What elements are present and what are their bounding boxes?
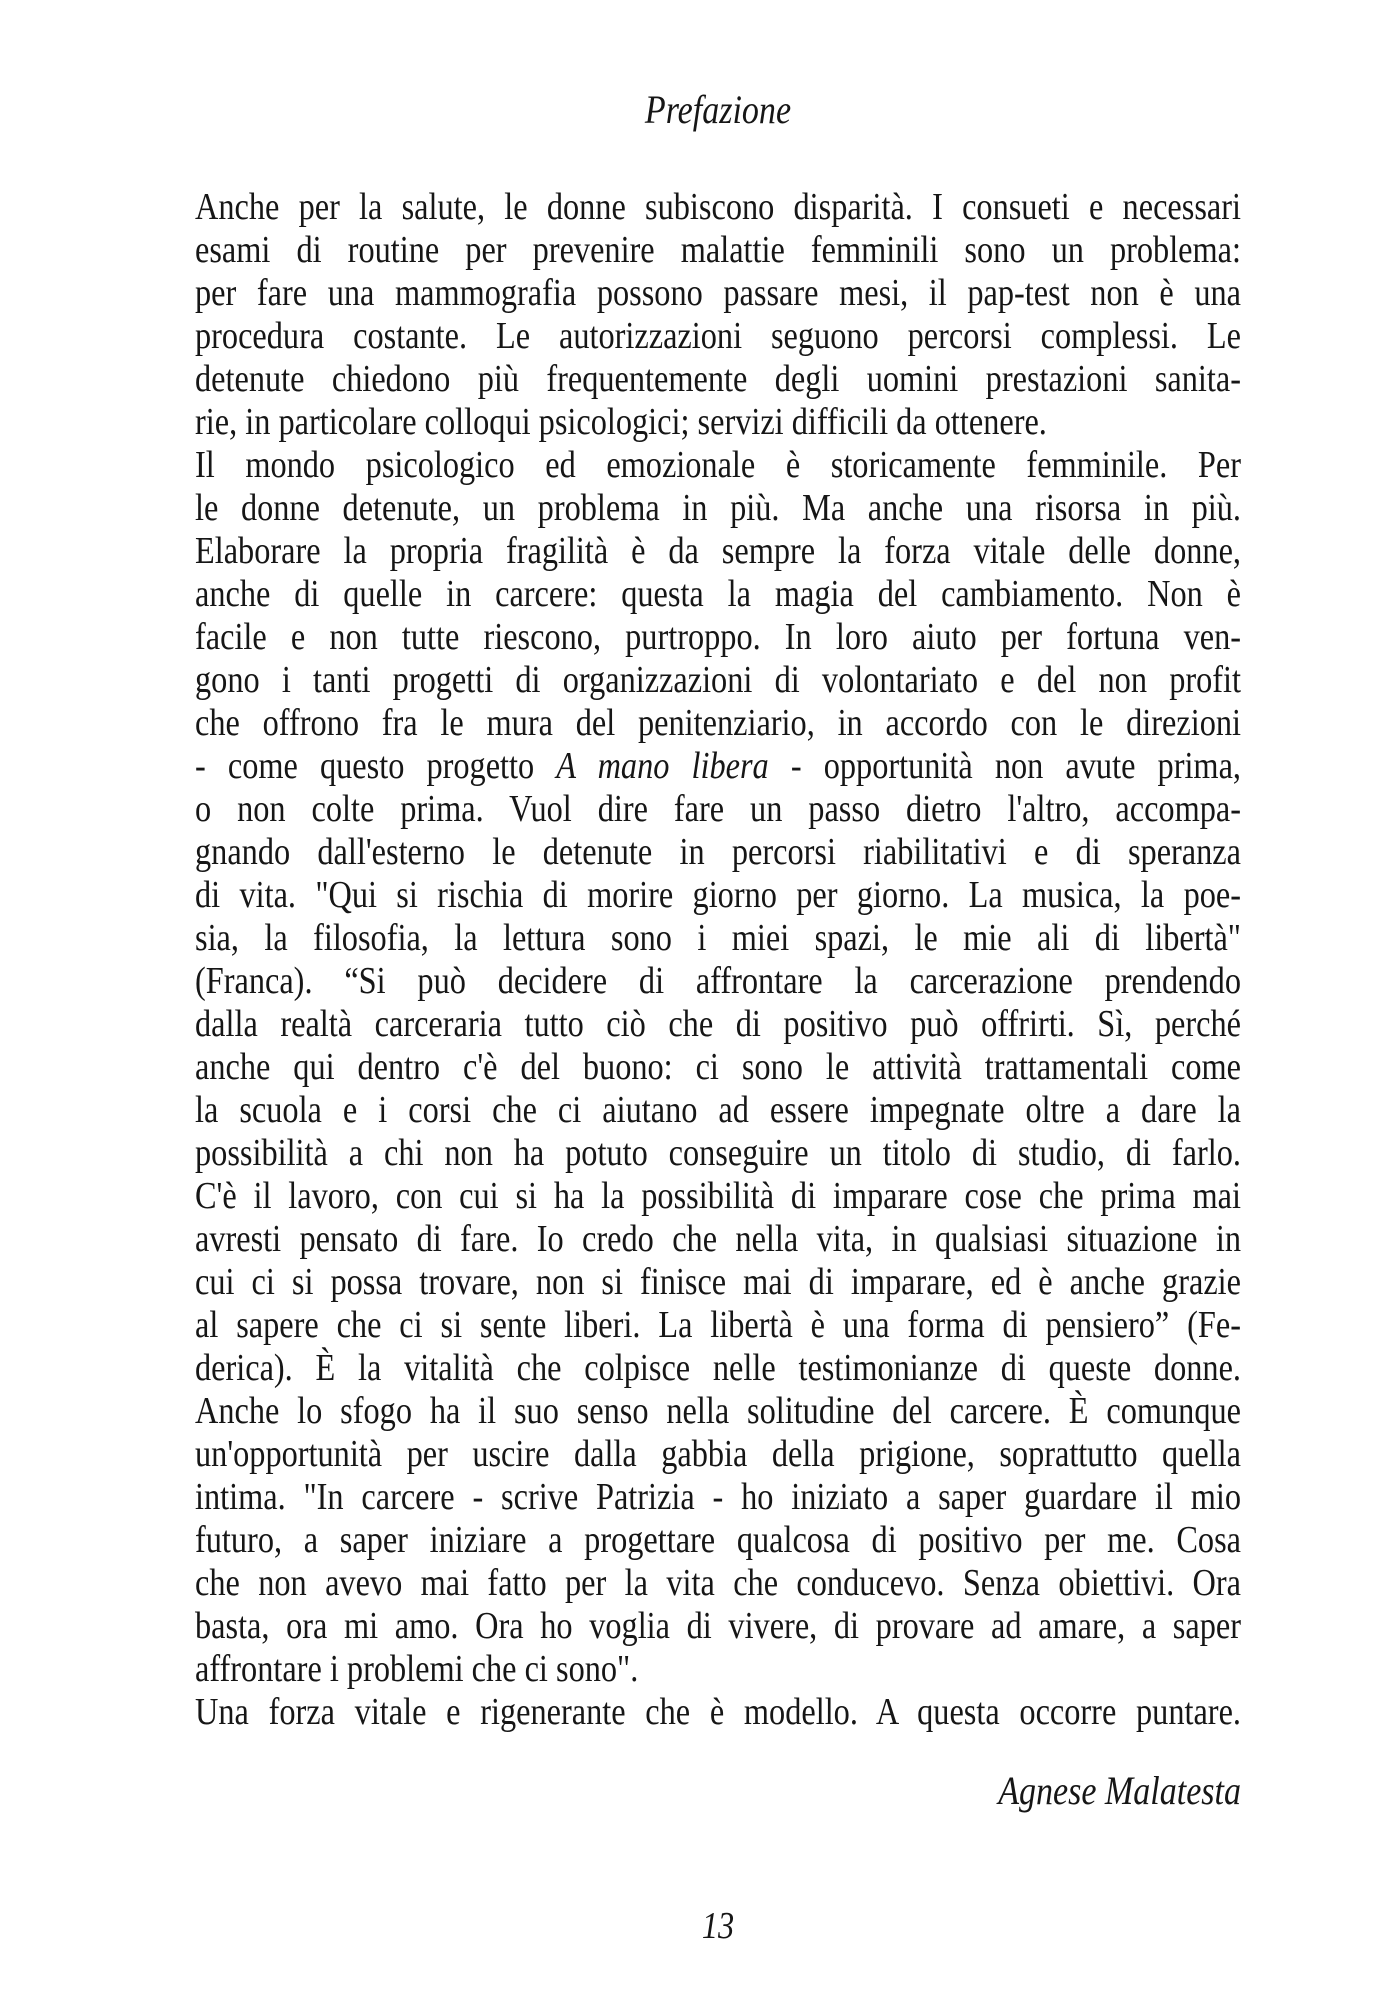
text-line	[195, 186, 1241, 229]
italicized-project-name: A mano libera	[556, 745, 769, 787]
text-line-content: derica). È la vitalità che colpisce nelle testimonianze di queste donne.	[195, 1347, 1241, 1389]
text-line	[195, 444, 1241, 487]
text-line-content: di vita. "Qui si rischia di morire giorno per giorno. La musica, la poe-	[195, 874, 1241, 916]
text-line-content: un'opportunità per uscire dalla gabbia della prigione, soprattutto quella	[195, 1433, 1241, 1475]
text-line	[195, 1218, 1241, 1261]
text-line	[195, 874, 1241, 917]
text-line	[195, 401, 1241, 444]
text-line-content: anche qui dentro c'è del buono: ci sono le attività trattamentali come	[195, 1046, 1241, 1088]
text-line-content: avresti pensato di fare. Io credo che nella vita, in qualsiasi situazione in	[195, 1218, 1241, 1260]
text-line	[195, 1046, 1241, 1089]
text-line-content: - opportunità non avute prima,	[768, 745, 1241, 787]
text-line	[195, 1605, 1241, 1648]
text-line	[195, 487, 1241, 530]
text-line	[195, 229, 1241, 272]
text-line	[195, 917, 1241, 960]
text-line	[195, 1476, 1241, 1519]
text-line-content: Anche per la salute, le donne subiscono disparità. I consueti e necessari	[195, 186, 1241, 228]
text-line	[195, 702, 1241, 745]
text-line-content: intima. "In carcere - scrive Patrizia - ho iniziato a saper guardare il mio	[195, 1476, 1241, 1518]
text-line	[195, 659, 1241, 702]
text-line	[195, 1132, 1241, 1175]
author-signature: Agnese Malatesta	[998, 1768, 1241, 1813]
text-line-content: detenute chiedono più frequentemente degli uomini prestazioni sanita-	[195, 358, 1241, 400]
text-line-content: - come questo progetto	[195, 745, 557, 787]
text-line	[195, 358, 1241, 401]
text-line	[195, 1691, 1241, 1734]
text-line	[195, 745, 1241, 788]
text-line	[195, 1089, 1241, 1132]
text-line	[195, 1433, 1241, 1476]
text-line	[195, 1003, 1241, 1046]
text-line	[195, 1304, 1241, 1347]
text-line-content: basta, ora mi amo. Ora ho voglia di vivere, di provare ad amare, a saper	[195, 1605, 1241, 1647]
text-line-content: gnando dall'esterno le detenute in percorsi riabilitativi e di speranza	[195, 831, 1241, 873]
text-line-content: gono i tanti progetti di organizzazioni di volontariato e del non profit	[195, 659, 1241, 701]
text-line-content: Il mondo psicologico ed emozionale è storicamente femminile. Per	[195, 444, 1241, 486]
text-line	[195, 831, 1241, 874]
text-line-content: per fare una mammografia possono passare mesi, il pap-test non è una	[195, 272, 1241, 314]
text-line-content: affrontare i problemi che ci sono".	[195, 1648, 639, 1690]
text-line	[195, 788, 1241, 831]
text-line-content: (Franca). “Si può decidere di affrontare la carcerazione prendendo	[195, 960, 1241, 1002]
text-line-content: dalla realtà carceraria tutto ciò che di positivo può offrirti. Sì, perché	[195, 1003, 1241, 1045]
text-line	[195, 272, 1241, 315]
text-line	[195, 1648, 1241, 1691]
text-line-content: Anche lo sfogo ha il suo senso nella solitudine del carcere. È comunque	[195, 1390, 1241, 1432]
text-line-content: che offrono fra le mura del penitenziario, in accordo con le direzioni	[195, 702, 1241, 744]
body-text	[195, 186, 1241, 1734]
text-line-content: futuro, a saper iniziare a progettare qualcosa di positivo per me. Cosa	[195, 1519, 1241, 1561]
text-line	[195, 1175, 1241, 1218]
text-line	[195, 1519, 1241, 1562]
text-line-content: le donne detenute, un problema in più. Ma anche una risorsa in più.	[195, 487, 1241, 529]
text-line-content: rie, in particolare colloqui psicologici; servizi difficili da ottenere.	[195, 401, 1047, 443]
text-line	[195, 530, 1241, 573]
text-line-content: Elaborare la propria fragilità è da sempre la forza vitale delle donne,	[195, 530, 1241, 572]
text-line-content: C'è il lavoro, con cui si ha la possibilità di imparare cose che prima mai	[195, 1175, 1241, 1217]
text-line-content: anche di quelle in carcere: questa la magia del cambiamento. Non è	[195, 573, 1241, 615]
text-line-content: o non colte prima. Vuol dire fare un passo dietro l'altro, accompa-	[195, 788, 1241, 830]
text-line-content: che non avevo mai fatto per la vita che conducevo. Senza obiettivi. Ora	[195, 1562, 1241, 1604]
page-title: Prefazione	[644, 87, 792, 132]
text-line-content: facile e non tutte riescono, purtroppo. In loro aiuto per fortuna ven-	[195, 616, 1241, 658]
text-line	[195, 315, 1241, 358]
text-line	[195, 960, 1241, 1003]
text-line-content: al sapere che ci si sente liberi. La libertà è una forma di pensiero” (Fe-	[195, 1304, 1241, 1346]
text-line-content: possibilità a chi non ha potuto conseguire un titolo di studio, di farlo.	[195, 1132, 1241, 1174]
text-line-content: esami di routine per prevenire malattie femminili sono un problema:	[195, 229, 1241, 271]
text-line-content: Una forza vitale e rigenerante che è modello. A questa occorre puntare.	[195, 1691, 1241, 1733]
page-number: 13	[701, 1905, 735, 1947]
text-line	[195, 1347, 1241, 1390]
text-line-content: la scuola e i corsi che ci aiutano ad essere impegnate oltre a dare la	[195, 1089, 1241, 1131]
text-line	[195, 573, 1241, 616]
text-line-content: cui ci si possa trovare, non si finisce mai di imparare, ed è anche grazie	[195, 1261, 1241, 1303]
text-line	[195, 616, 1241, 659]
text-line	[195, 1562, 1241, 1605]
text-line-content: sia, la filosofia, la lettura sono i miei spazi, le mie ali di libertà"	[195, 917, 1241, 959]
text-line	[195, 1261, 1241, 1304]
text-column	[195, 0, 1241, 2000]
text-line-content: procedura costante. Le autorizzazioni seguono percorsi complessi. Le	[195, 315, 1241, 357]
text-line	[195, 1390, 1241, 1433]
